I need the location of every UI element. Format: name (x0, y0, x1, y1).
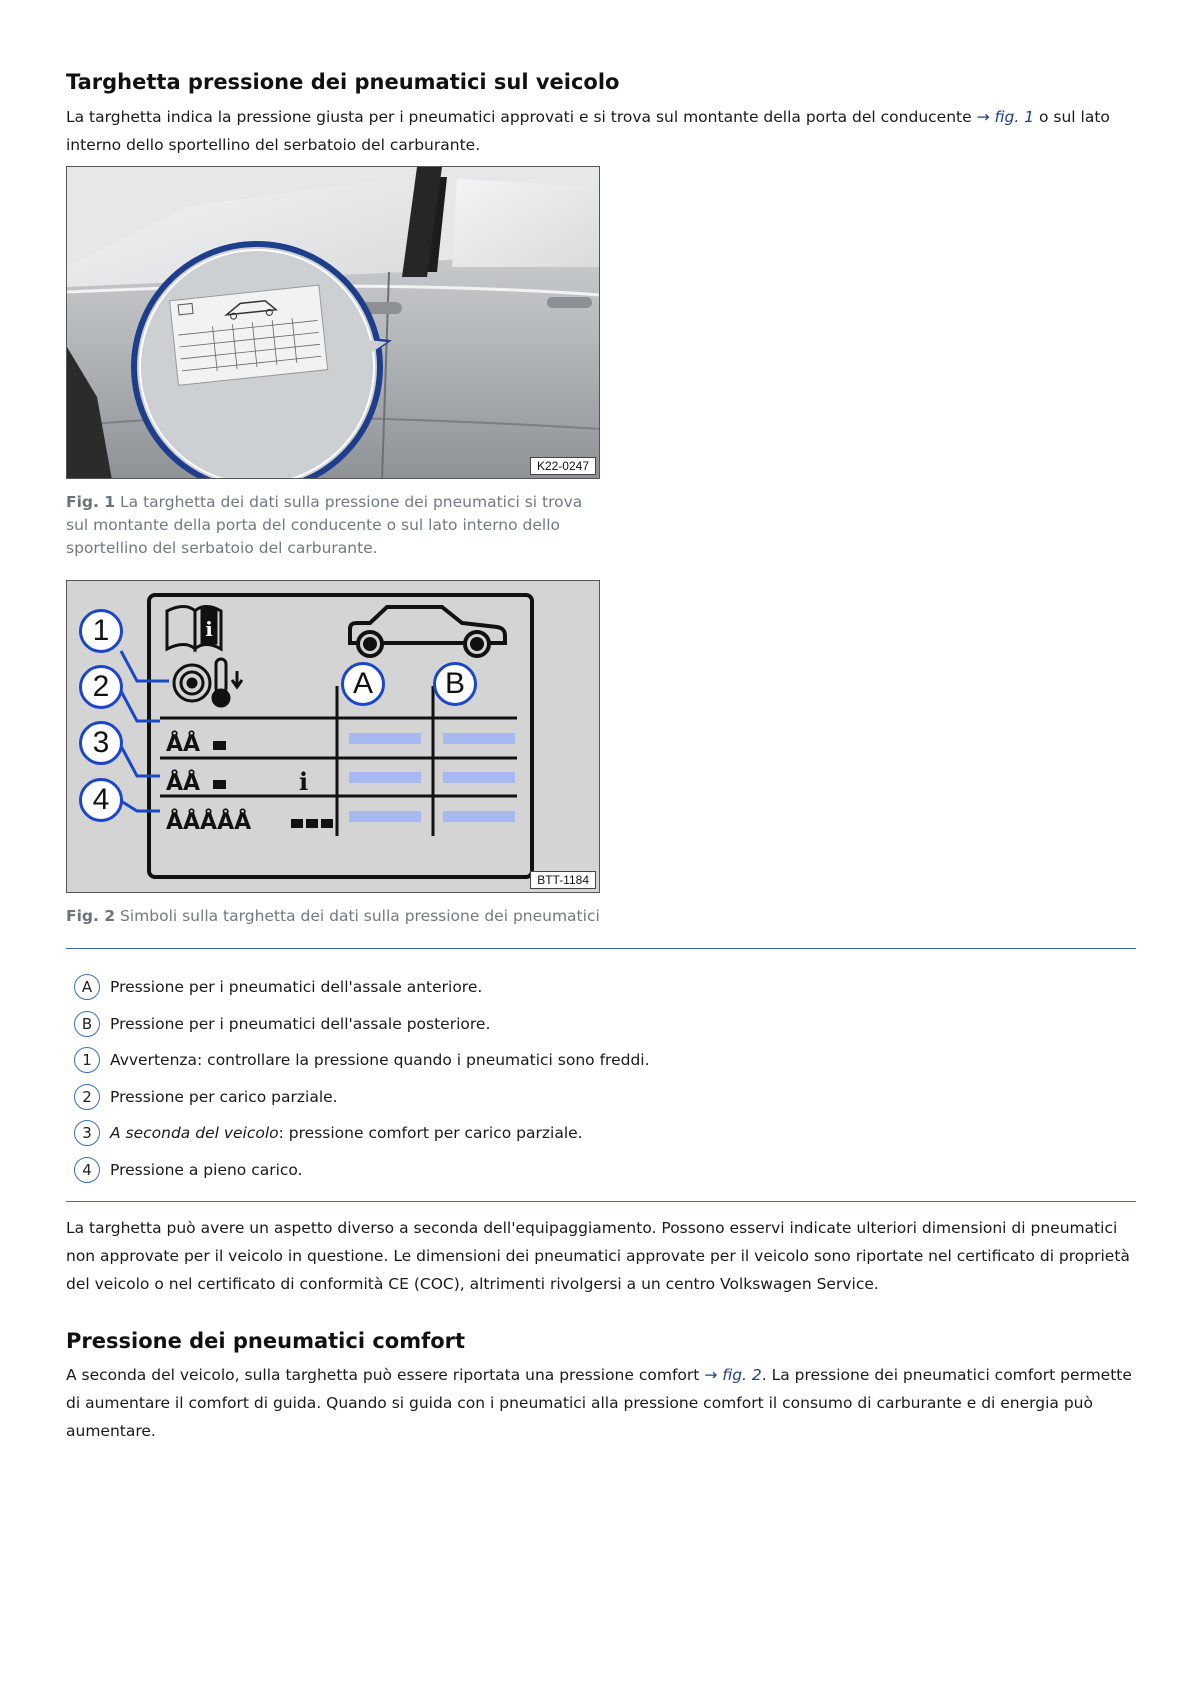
figure-2-caption-text: Simboli sulla targhetta dei dati sulla pressione dei pneumatici (115, 907, 600, 925)
manual-info-icon (167, 607, 221, 650)
figure-2-code: BTT-1184 (530, 871, 596, 889)
legend-item-A (74, 969, 1134, 1006)
legend-item-text: Pressione per i pneumatici dell'assale posteriore. (110, 1014, 491, 1033)
section-title-tyre-label: Targhetta pressione dei pneumatici sul veicolo (66, 70, 620, 94)
fig1-reference-link[interactable]: → fig. 1 (976, 108, 1035, 126)
legend-key-badge: B (74, 1011, 100, 1037)
intro-text-end: o sul lato interno dello sportellino del serbatoio del carburante. (66, 108, 1110, 154)
figure-2-tyre-label-symbols (66, 580, 600, 893)
callout-A: A (341, 662, 385, 706)
callout-4: 4 (79, 778, 123, 822)
figure-1-caption (66, 491, 600, 560)
intro-text-start: La targhetta indica la pressione giusta per i pneumatici approvati e si trova sul montante della porta del conducente (66, 108, 977, 126)
legend-item-text (110, 1124, 583, 1142)
legend-key-badge: 4 (74, 1157, 100, 1183)
legend-key-badge: 1 (74, 1047, 100, 1073)
figure-1-caption-text: La targhetta dei dati sulla pressione dei pneumatici si trova sul montante della porta del conducente o sul lato interno dello sportellino del serbatoio del carburante. (66, 493, 583, 557)
svg-text:i: i (299, 767, 309, 796)
legend-item-1 (74, 1042, 1134, 1079)
car-icon (350, 607, 505, 656)
svg-text:ÅÅ: ÅÅ (166, 771, 201, 796)
legend-key-badge: 2 (74, 1084, 100, 1110)
legend-bottom-divider (66, 1201, 1136, 1202)
section-title-comfort-pressure: Pressione dei pneumatici comfort (66, 1329, 466, 1353)
svg-text:i: i (205, 617, 213, 641)
tyre-thermometer-icon (174, 659, 242, 706)
callout-3: 3 (79, 721, 123, 765)
figure-2-caption-label: Fig. 2 (66, 907, 116, 925)
legend-top-divider (66, 948, 1136, 949)
tyre-pressure-label-diagram (67, 581, 600, 893)
intro-paragraph (66, 103, 1136, 159)
legend-item-3 (74, 1115, 1134, 1152)
legend-item-B (74, 1006, 1134, 1043)
legend-item-rest-text: : pressione comfort per carico parziale. (278, 1124, 583, 1143)
equipment-paragraph: La targhetta può avere un aspetto diverso a seconda dell'equipaggiamento. Possono esservi indicate ulteriori dimensioni di pneumatici non approvate per il veicolo in questione. Le dimensioni dei pneumatici approvate per il veicolo sono riportate nel certificato di proprietà del veicolo o nel certificato di conformità CE (COC), altrimenti rivolgersi a un centro Volkswagen Service. (66, 1219, 1130, 1293)
figure-1-car-door (66, 166, 600, 479)
callout-1: 1 (79, 609, 123, 653)
comfort-text-end: . La pressione dei pneumatici comfort permette di aumentare il comfort di guida. Quando si guida con i pneumatici alla pressione comfort il consumo di carburante e di energia può aumentare. (66, 1366, 1132, 1440)
svg-text:ÅÅÅÅÅ: ÅÅÅÅÅ (166, 810, 252, 835)
legend-item-text: Pressione per carico parziale. (110, 1087, 338, 1106)
legend-item-text: Pressione a pieno carico. (110, 1160, 303, 1179)
comfort-text-start: A seconda del veicolo, sulla targhetta può essere riportata una pressione comfort (66, 1366, 705, 1384)
legend-key-badge: A (74, 974, 100, 1000)
callout-leaders (121, 651, 169, 811)
svg-text:ÅÅ: ÅÅ (166, 732, 201, 757)
car-door-illustration (67, 167, 600, 479)
callout-B: B (433, 662, 477, 706)
figure-2-caption (66, 905, 600, 928)
figure-1-caption-label: Fig. 1 (66, 493, 116, 511)
legend-item-text: Pressione per i pneumatici dell'assale anteriore. (110, 978, 483, 997)
legend-item-text: Avvertenza: controllare la pressione quando i pneumatici sono freddi. (110, 1051, 650, 1070)
legend-list (74, 969, 1134, 1188)
legend-key-badge: 3 (74, 1120, 100, 1146)
legend-item-2 (74, 1079, 1134, 1116)
figure-1-code: K22-0247 (530, 457, 596, 475)
fig2-reference-link[interactable]: → fig. 2 (704, 1366, 762, 1384)
legend-item-italic-text: A seconda del veicolo (110, 1124, 279, 1143)
legend-item-4 (74, 1152, 1134, 1189)
occupant-icons (166, 731, 333, 835)
callout-2: 2 (79, 665, 123, 709)
comfort-paragraph (66, 1361, 1136, 1445)
